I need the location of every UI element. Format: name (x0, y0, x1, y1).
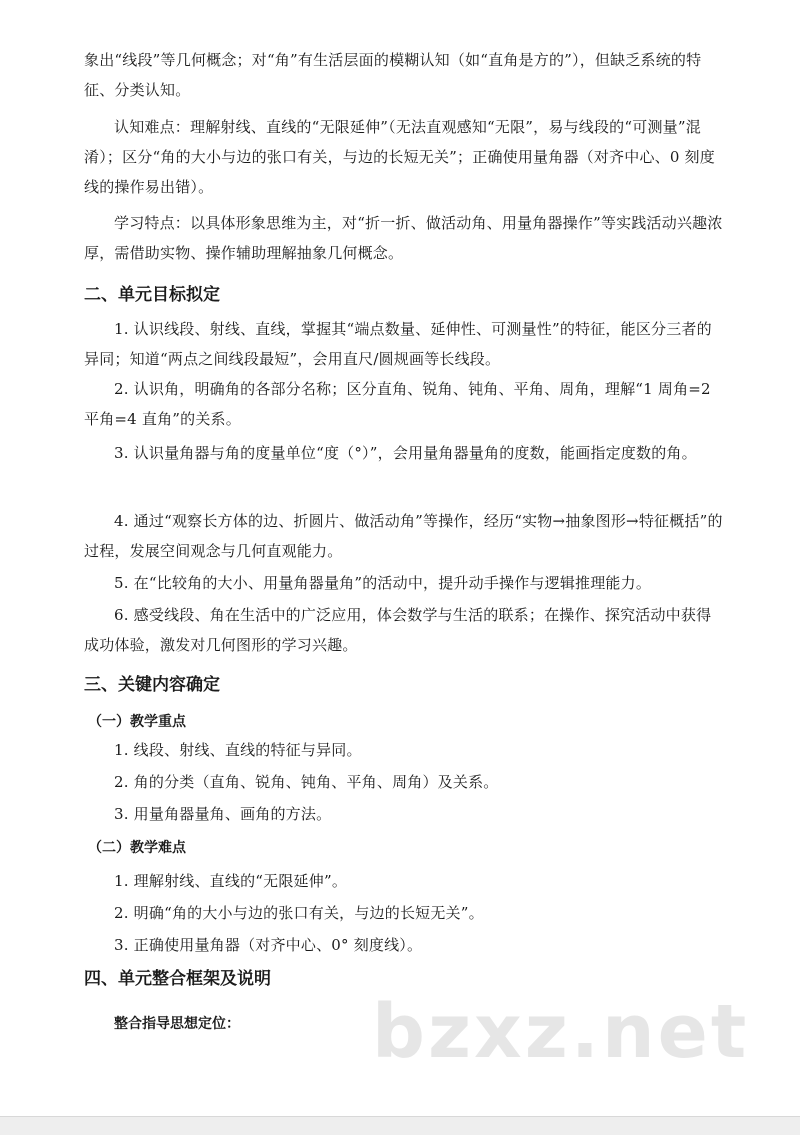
page-bottom-edge (0, 1116, 800, 1135)
subheading-teaching-difficulty: （二）教学难点 (88, 840, 186, 856)
focus-item-2: 2. 角的分类（直角、锐角、钝角、平角、周角）及关系。 (114, 773, 499, 791)
section-heading-goals: 二、单元目标拟定 (84, 285, 220, 305)
paragraph-intro-tail: 象出“线段”等几何概念；对“角”有生活层面的模糊认知（如“直角是方的”），但缺乏系统的特征、分类认知。 (84, 51, 702, 99)
goal-item-6: 6. 感受线段、角在生活中的广泛应用，体会数学与生活的联系；在操作、探究活动中获得成功体验，激发对几何图形的学习兴趣。 (84, 606, 712, 654)
difficulty-item-1: 1. 理解射线、直线的“无限延伸”。 (114, 872, 348, 890)
paragraph-features: 学习特点：以具体形象思维为主，对“折一折、做活动角、用量角器操作”等实践活动兴趣浓厚，需借助实物、操作辅助理解抽象几何概念。 (84, 214, 723, 262)
paragraph-difficulty: 认知难点：理解射线、直线的“无限延伸”（无法直观感知“无限”，易与线段的“可测量”混淆）；区分“角的大小与边的张口有关，与边的长短无关”；正确使用量角器（对齐中心、0 刻度线的操作易出错）。 (84, 118, 715, 196)
goal-item-2: 2. 认识角，明确角的各部分名称；区分直角、锐角、钝角、平角、周角，理解“1 周角=2 平角=4 直角”的关系。 (84, 380, 711, 428)
goal-item-3: 3. 认识量角器与角的度量单位“度（°）”，会用量角器量角的度数，能画指定度数的角。 (114, 444, 697, 462)
watermark-logo: bzxz.net (372, 989, 750, 1075)
section-heading-framework: 四、单元整合框架及说明 (84, 969, 271, 989)
subheading-teaching-focus: （一）教学重点 (88, 714, 186, 730)
difficulty-item-2: 2. 明确“角的大小与边的张口有关，与边的长短无关”。 (114, 904, 484, 922)
section-heading-key-content: 三、关键内容确定 (84, 675, 220, 695)
goal-item-1: 1. 认识线段、射线、直线，掌握其“端点数量、延伸性、可测量性”的特征，能区分三者的异同；知道“两点之间线段最短”，会用直尺/圆规画等长线段。 (84, 320, 712, 368)
difficulty-item-3: 3. 正确使用量角器（对齐中心、0° 刻度线）。 (114, 936, 423, 954)
goal-item-4: 4. 通过“观察长方体的边、折圆片、做活动角”等操作，经历“实物→抽象图形→特征概括”的过程，发展空间观念与几何直观能力。 (84, 512, 723, 560)
goal-item-5: 5. 在“比较角的大小、用量角器量角”的活动中，提升动手操作与逻辑推理能力。 (114, 574, 652, 592)
subheading-guiding-idea: 整合指导思想定位： (114, 1016, 240, 1032)
focus-item-1: 1. 线段、射线、直线的特征与异同。 (114, 741, 362, 759)
focus-item-3: 3. 用量角器量角、画角的方法。 (114, 805, 332, 823)
